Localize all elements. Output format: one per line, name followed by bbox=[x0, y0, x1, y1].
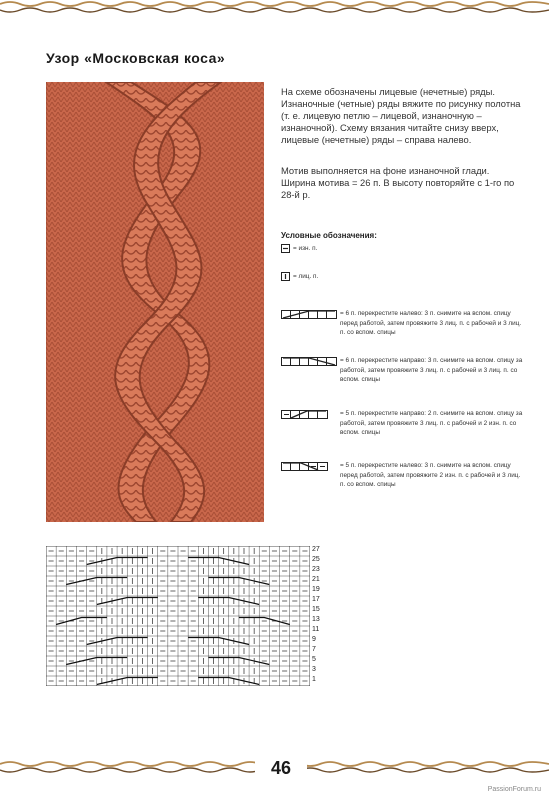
description-paragraph-2: Мотив выполняется на фоне изнаночной глади. Ширина мотива = 26 п. В высоту повторяйте с 1-го по 28-й р. bbox=[281, 165, 515, 200]
legend-text-purl: = изн. п. bbox=[293, 245, 318, 252]
chart-row-number: 21 bbox=[312, 576, 320, 583]
chart-row-number: 17 bbox=[312, 596, 320, 603]
pattern-title: Узор «Московская коса» bbox=[46, 50, 226, 66]
legend-symbol-cable-6-left bbox=[281, 310, 337, 319]
legend-title: Условные обозначения: bbox=[281, 231, 377, 240]
chart-row-number: 19 bbox=[312, 586, 320, 593]
decorative-border-top bbox=[0, 0, 549, 14]
knitted-sample-photo bbox=[46, 82, 264, 522]
legend-symbol-cable-6-right bbox=[281, 357, 337, 366]
knitting-chart bbox=[46, 546, 310, 686]
legend-text-cable-6-left: = 6 п. перекрестите налево: 3 п. снимите на вспом. спицу перед работой, затем провяжите 3 лиц. п. с рабочей и 3 лиц. п. со вспом. спицы bbox=[340, 310, 522, 336]
chart-row-number: 25 bbox=[312, 556, 320, 563]
legend-text-cable-5-right: = 5 п. перекрестите направо: 2 п. снимите на вспом. спицу за работой, затем провяжите 3 лиц. п. с рабочей и 2 изн. п. со вспом. спицы bbox=[340, 410, 523, 436]
chart-row-number: 27 bbox=[312, 546, 320, 553]
chart-row-number: 13 bbox=[312, 616, 320, 623]
legend-text-cable-5-left: = 5 п. перекрестите налево: 3 п. снимите на вспом. спицу перед работой, затем провяжите 2 изн. п. с рабочей и 3 лиц. п. со вспом. спицы bbox=[340, 462, 521, 488]
legend-symbol-cable-5-left bbox=[281, 462, 328, 471]
chart-row-number: 5 bbox=[312, 656, 316, 663]
chart-row-number: 1 bbox=[312, 676, 316, 683]
chart-row-number: 3 bbox=[312, 666, 316, 673]
legend-symbol-cable-5-right bbox=[281, 410, 328, 419]
legend-symbol-purl bbox=[281, 244, 290, 253]
watermark-text: PassionForum.ru bbox=[487, 786, 541, 793]
chart-row-number: 11 bbox=[312, 626, 320, 633]
chart-row-number: 23 bbox=[312, 566, 320, 573]
chart-row-number: 7 bbox=[312, 646, 316, 653]
page-number: 46 bbox=[255, 758, 307, 779]
legend-symbol-knit bbox=[281, 272, 290, 281]
legend-text-cable-6-right: = 6 п. перекрестите направо: 3 п. снимите на вспом. спицу за работой, затем провяжите 3 лиц. п. с рабочей и 3 лиц. п. со вспом. спицы bbox=[340, 357, 523, 383]
description-paragraph-1: На схеме обозначены лицевые (нечетные) ряды. Изнаночные (четные) ряды вяжите по рисунку полотна (т. е. лицевую петлю – лицевой, изнаночную – изнаночной). Схему вязания читайте снизу вверх, лицевые (нечетные) ряды – справа налево. bbox=[281, 86, 521, 145]
chart-row-number: 9 bbox=[312, 636, 316, 643]
legend-text-knit: = лиц. п. bbox=[293, 273, 319, 280]
chart-row-number: 15 bbox=[312, 606, 320, 613]
